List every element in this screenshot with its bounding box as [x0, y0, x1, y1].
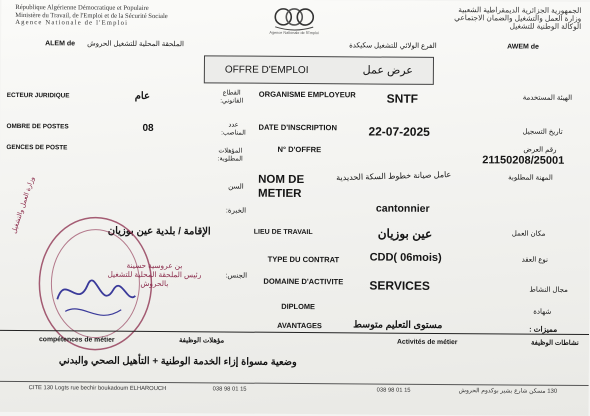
postes-label-ar: عدد المناصب: [221, 121, 246, 137]
metier-label-ar: المهنة المطلوبة [508, 174, 553, 182]
competences-value: وضعية مسواة إزاء الخدمة الوطنية + التأهيل الصحي والبدني [58, 355, 297, 368]
alem-label: ALEM de [45, 40, 76, 48]
signature-line-3: بالحروش [140, 278, 169, 289]
inscription-label-ar: تاريخ التسجيل [522, 128, 563, 136]
domaine-label-ar: مجال النشاط [529, 286, 568, 294]
footer-left-phone: 038 98 01 15 [212, 386, 247, 393]
agences-label: GENCES DE POSTE [6, 143, 68, 152]
lieu-travail-label-ar: مكان العمل [511, 230, 546, 238]
arabic-header [454, 6, 581, 31]
avantages-label: AVANTAGES [277, 320, 322, 331]
competences-label: compétences de métier [38, 336, 115, 344]
avantages-value: مستوى التعليم متوسط [353, 319, 443, 331]
footer-mid-phone: 038 98 01 15 [376, 387, 411, 394]
logo-caption: Agence Nationale de l'Emploi [269, 30, 319, 36]
secteur-label: ECTEUR JURIDIQUE [6, 91, 70, 100]
organisme-value: SNTF [386, 91, 419, 106]
metier-value: cantonnier [375, 202, 430, 215]
secteur-value: عام [134, 90, 150, 102]
footer-right-address: 130 مسكن شارع بشير بوكدوم الحروش [458, 388, 558, 395]
sexe-label-ar: الجنس: [225, 272, 248, 280]
french-header [15, 4, 168, 28]
header-ar-line-2: وزارة العمل والتشغيل والضمان الاجتماعي [454, 13, 582, 24]
title-box [204, 55, 434, 85]
secteur-label-ar: القطاع القانوني: [220, 89, 244, 105]
header-fr-line-3: Agence Nationale de l'Emploi [15, 19, 129, 27]
agences-label-ar: المؤهلات المطلوبة: [217, 147, 243, 163]
title-fr: OFFRE D'EMPLOI [224, 64, 309, 77]
diplome-label: DIPLOME [281, 301, 315, 312]
age-label-ar: السن [228, 183, 244, 191]
awem-name-ar: الفرع الولائي للتشغيل سكيكدة [349, 42, 437, 50]
activites-label-ar: نشاطات الوظيفة [530, 339, 579, 347]
lieu-travail-value: عين بوزيان [377, 226, 433, 241]
signature-block [107, 261, 201, 289]
avantages-label-ar: مميزات : [529, 324, 558, 334]
residence-value: الإقامة / بلدية عين بوزيان [107, 225, 211, 238]
offre-label: N° D'OFFRE [277, 144, 322, 155]
contrat-value: CDD( 06mois) [369, 251, 442, 264]
footer-left-address: CITE 130 Logts rue bechir boukadoum ELHAROUCH [28, 385, 167, 393]
competences-label-ar: مؤهلات الوظيفة [178, 337, 225, 345]
postes-label: OMBRE DE POSTES [6, 122, 69, 131]
domaine-label: DOMAINE D'ACTIVITE [263, 276, 344, 287]
header-fr-line-1: République Algérienne Démocratique et Populaire [15, 4, 149, 12]
header-fr-line-2: Ministère du Travail, de l'Emploi et de la Sécurité Sociale [15, 11, 168, 20]
contrat-label-ar: نوع العقد [521, 256, 548, 264]
awem-label: AWEM de [507, 43, 539, 51]
experience-label-ar: الخبرة: [225, 207, 247, 215]
metier-value-ar: عامل صيانة خطوط السكة الحديدية [336, 170, 452, 183]
organisme-label: ORGANISME EMPLOYEUR [258, 89, 356, 100]
offices-line [1, 40, 590, 56]
offre-label-ar: رقم العرض [523, 146, 557, 154]
header-ar-line-3: الوكالة الوطنية للتشغيل [509, 21, 582, 32]
diplome-label-ar: شهادة [533, 308, 552, 316]
signature-line-2: رئيس الملحقة المحلية للتشغيل [107, 269, 202, 280]
offre-value: 21150208/25001 [482, 154, 565, 167]
stamp-ring-text: وزارة العمل والتشغيل [10, 175, 37, 235]
activites-label: Activités de métier [396, 338, 458, 347]
alem-name-ar: الملحقة المحلية للتشغيل الحروش [87, 40, 185, 49]
inscription-label: DATE D'INSCRIPTION [258, 122, 337, 133]
domaine-value: SERVICES [369, 278, 430, 293]
contrat-label: TYPE DU CONTRAT [267, 254, 340, 265]
inscription-value: 22-07-2025 [368, 124, 430, 139]
organisme-label-ar: الهيئة المستخدمة [522, 94, 573, 102]
lieu-travail-label: LIEU DE TRAVAIL [253, 228, 313, 237]
metier-label: NOM DE METIER [258, 173, 305, 201]
header-ar-line-1: الجمهورية الجزائرية الديمقراطية الشعبية [458, 5, 582, 15]
title-ar: عرض عمل [362, 64, 413, 77]
signature-line-1: بن عروسية حسينة [126, 260, 183, 271]
postes-value: 08 [142, 122, 154, 134]
